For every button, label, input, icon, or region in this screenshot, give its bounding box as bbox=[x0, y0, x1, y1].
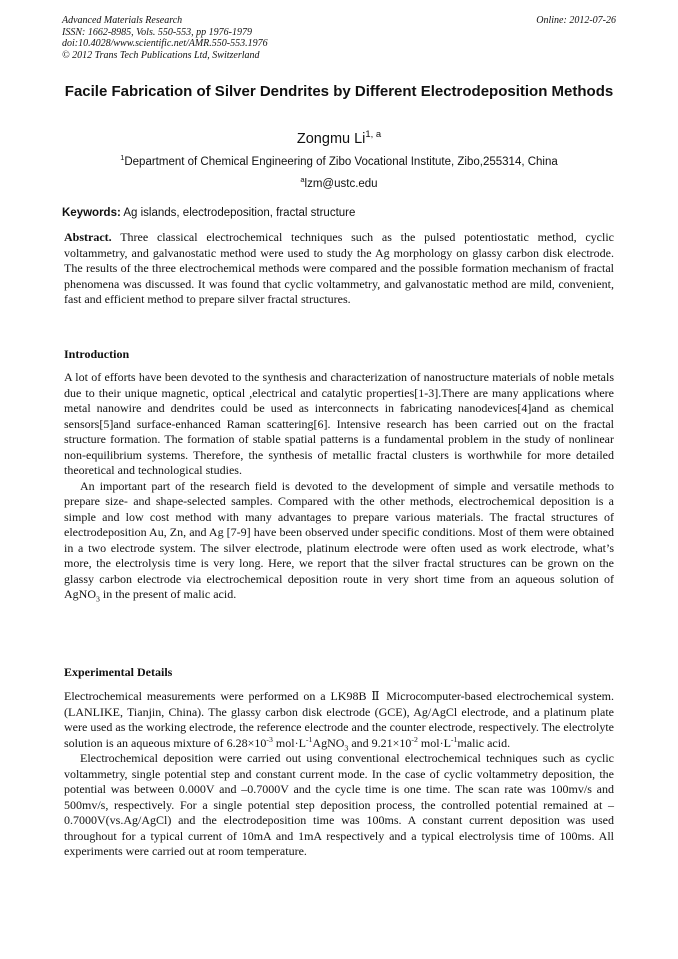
copyright-line: © 2012 Trans Tech Publications Ltd, Switzerland bbox=[62, 49, 260, 61]
abstract bbox=[64, 230, 614, 308]
author-sup: 1, a bbox=[365, 128, 382, 140]
author-name: Zongmu Li bbox=[296, 131, 366, 147]
issn-line: ISSN: 1662-8985, Vols. 550-553, pp 1976-1979 bbox=[62, 26, 252, 38]
exp-paragraph-2: Electrochemical deposition were carried out using conventional electrochemical techniques such as cyclic voltammetry, single potential step and constant current mode. In the case of cyclic voltammetry deposition, the potential was between 0.000V and –0.7000V and the cycle time is one time. The scan rate was 100mv/s and 500mv/s, respectively. For a single potential step deposition process, the controlled potential remained at –0.7000V(vs.Ag/AgCl) and the electrodeposition time was 100ms. A constant current deposition was used throughout for a typical current of 10mA and 1mA respectively and a typical electrolysis time of 100ms. All experiments were carried out at room temperature. bbox=[64, 751, 614, 858]
paper-title: Facile Fabrication of Silver Dendrites by Different Electrodeposition Methods bbox=[64, 83, 614, 100]
email-line bbox=[0, 175, 678, 190]
affiliation-sup: 1 bbox=[120, 153, 125, 163]
keywords bbox=[62, 207, 616, 219]
abstract-label: Abstract. bbox=[64, 230, 112, 244]
introduction-heading: Introduction bbox=[64, 347, 130, 361]
affiliation bbox=[0, 153, 678, 168]
introduction-section bbox=[64, 370, 614, 603]
abstract-text: Three classical electrochemical techniques such as the pulsed potentiostatic method, cyclic voltammetry, and galvanostatic method were used to study the Ag morphology on glassy carbon disk electrode. The results of the three electrochemical methods were compared and the possible formation mechanism of fractal phenomena was discussed. It was found that cyclic voltammetry, and galvanostatic method are mild, convenient, fast and efficient method to prepare silver fractal structures. bbox=[64, 230, 614, 306]
author-line bbox=[0, 128, 678, 147]
exp-paragraph-1: Electrochemical measurements were performed on a LK98B Ⅱ Microcomputer-based electrochemical system. (LANLIKE, Tianjin, China). The glassy carbon disk electrode (GCE), Ag/AgCl electrode, and a platinum plate were used as the working electrode, the reference electrode and the counter electrode, respectively. The electrolyte solution is an aqueous mixture of $6.28\times 10^{-3}$ $mol\cdot L^{-1}AgNO_3$ and $9.21\times 10^{-2}$ $mol\cdot L^{-1}malic$ acid. bbox=[64, 689, 614, 752]
intro-paragraph-1: A lot of efforts have been devoted to the synthesis and characterization of nanostructure materials of noble metals due to their unique magnetic, optical ,electrical and catalytic properties[1-3].There are many applications where metal nanowire and dendrites could be used as interconnects in fabricating nanodevices[4]and as chemical sensors[5]and surface-enhanced Raman scattering[6]. Intensive research has been carried out on the fractal structure formation. The formation of stable spatial patterns is a fundamental problem in the study of nonlinear non-equilibrium systems. Therefore, the synthesis of metallic fractal clusters is worthwhile for more detailed theoretical and technological studies. bbox=[64, 370, 614, 477]
affiliation-text: Department of Chemical Engineering of Zibo Vocational Institute, Zibo,255314, China bbox=[124, 156, 558, 168]
journal-header bbox=[62, 15, 616, 61]
experimental-section bbox=[64, 689, 614, 860]
experimental-heading: Experimental Details bbox=[64, 665, 173, 679]
email-sup: a bbox=[300, 175, 305, 185]
online-date: Online: 2012-07-26 bbox=[536, 15, 616, 26]
keywords-text: Ag islands, electrodeposition, fractal structure bbox=[123, 207, 356, 219]
intro-paragraph-2: An important part of the research field is devoted to the development of simple and versatile methods to prepare size- and shape-selected samples. Compared with the other methods, electrochemical deposition is a simple and low cost method with many advantages to prepare various materials. The fractal structures of electrodeposition Au, Zn, and Ag [7-9] have been observed under specific conditions. Most of them were obtained in a two electrode system. The silver electrode, platinum electrode were often used as work electrode, what’s more, the electrolysis time is very long. Here, we report that the silver fractal structures can be grown on the glassy carbon electrode via electrochemical deposition route in very short time from an aqueous solution of AgNO$_3$ in the present of malic acid. bbox=[64, 478, 614, 604]
keywords-label: Keywords: bbox=[62, 207, 121, 219]
doi-line: doi:10.4028/www.scientific.net/AMR.550-553.1976 bbox=[62, 38, 268, 49]
email-address[interactable]: lzm@ustc.edu bbox=[304, 178, 378, 190]
journal-name: Advanced Materials Research bbox=[62, 15, 183, 26]
